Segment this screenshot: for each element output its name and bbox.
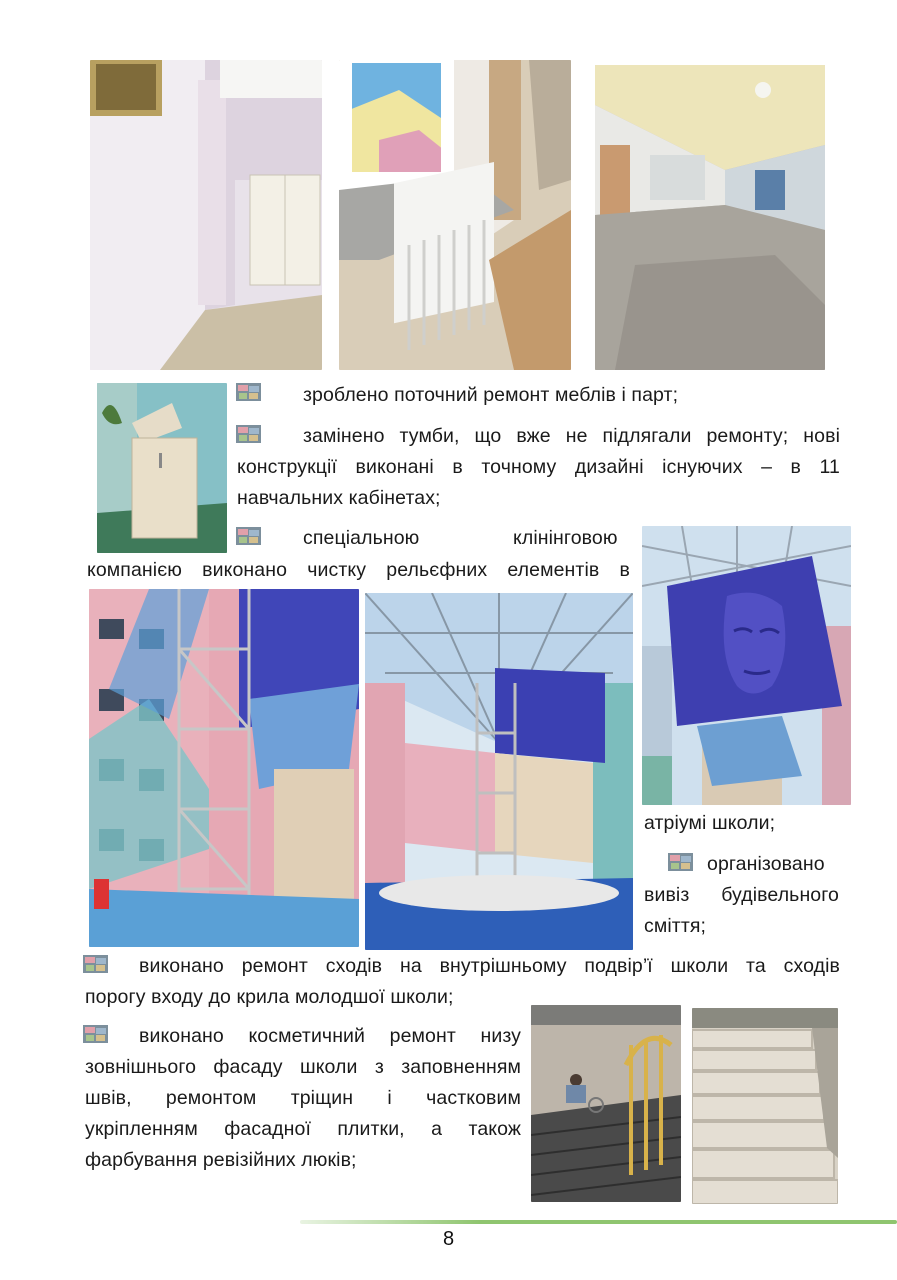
cabinet-photo-icon [97,383,227,553]
courtyard-worker-photo-icon [531,1005,681,1202]
footer-divider [300,1219,897,1225]
hallway-renovation-photo-icon [595,65,825,370]
paragraph-cleaning-line3: атріумі школи; [644,812,776,834]
atrium-scaffolding-photo-icon [89,589,359,947]
atrium-face-sculpture-photo-icon [642,526,851,805]
paragraph-furniture-repair: зроблено поточний ремонт меблів і парт; [303,384,679,406]
bullet-icon [236,527,261,545]
corridor-photo-icon [90,60,322,370]
paragraph-cleaning-line1b: клінінговою [513,527,618,549]
paragraph-debris: організовано вивіз будівельного сміття; [644,853,839,937]
window-radiator-photo-icon [339,60,571,370]
paragraph-cabinets: замінено тумби, що вже не підлягали ремонту; нові конструкції виконані в точному дизайні існуючих – в 11 навчальних кабінетах; [237,425,840,509]
paragraph-cleaning-line1a: спеціальною [303,527,420,549]
atrium-glass-roof-photo-icon [365,593,633,950]
paragraph-cleaning-line2: компанією виконано чистку рельєфних елементів в [87,559,630,581]
bullet-icon [236,383,261,401]
outdoor-stairs-photo-icon [692,1008,838,1204]
page-number: 8 [442,1228,455,1250]
paragraph-facade: виконано косметичний ремонт низу зовнішнього фасаду школи з заповненням швів, ремонтом тріщин і частковим укріпленням фасадної плитки, а також фарбування ревізійних люків; [85,1025,521,1171]
paragraph-stairs: виконано ремонт сходів на внутрішньому подвір’ї школи та сходів порогу входу до крила молодшої школи; [85,955,840,1008]
